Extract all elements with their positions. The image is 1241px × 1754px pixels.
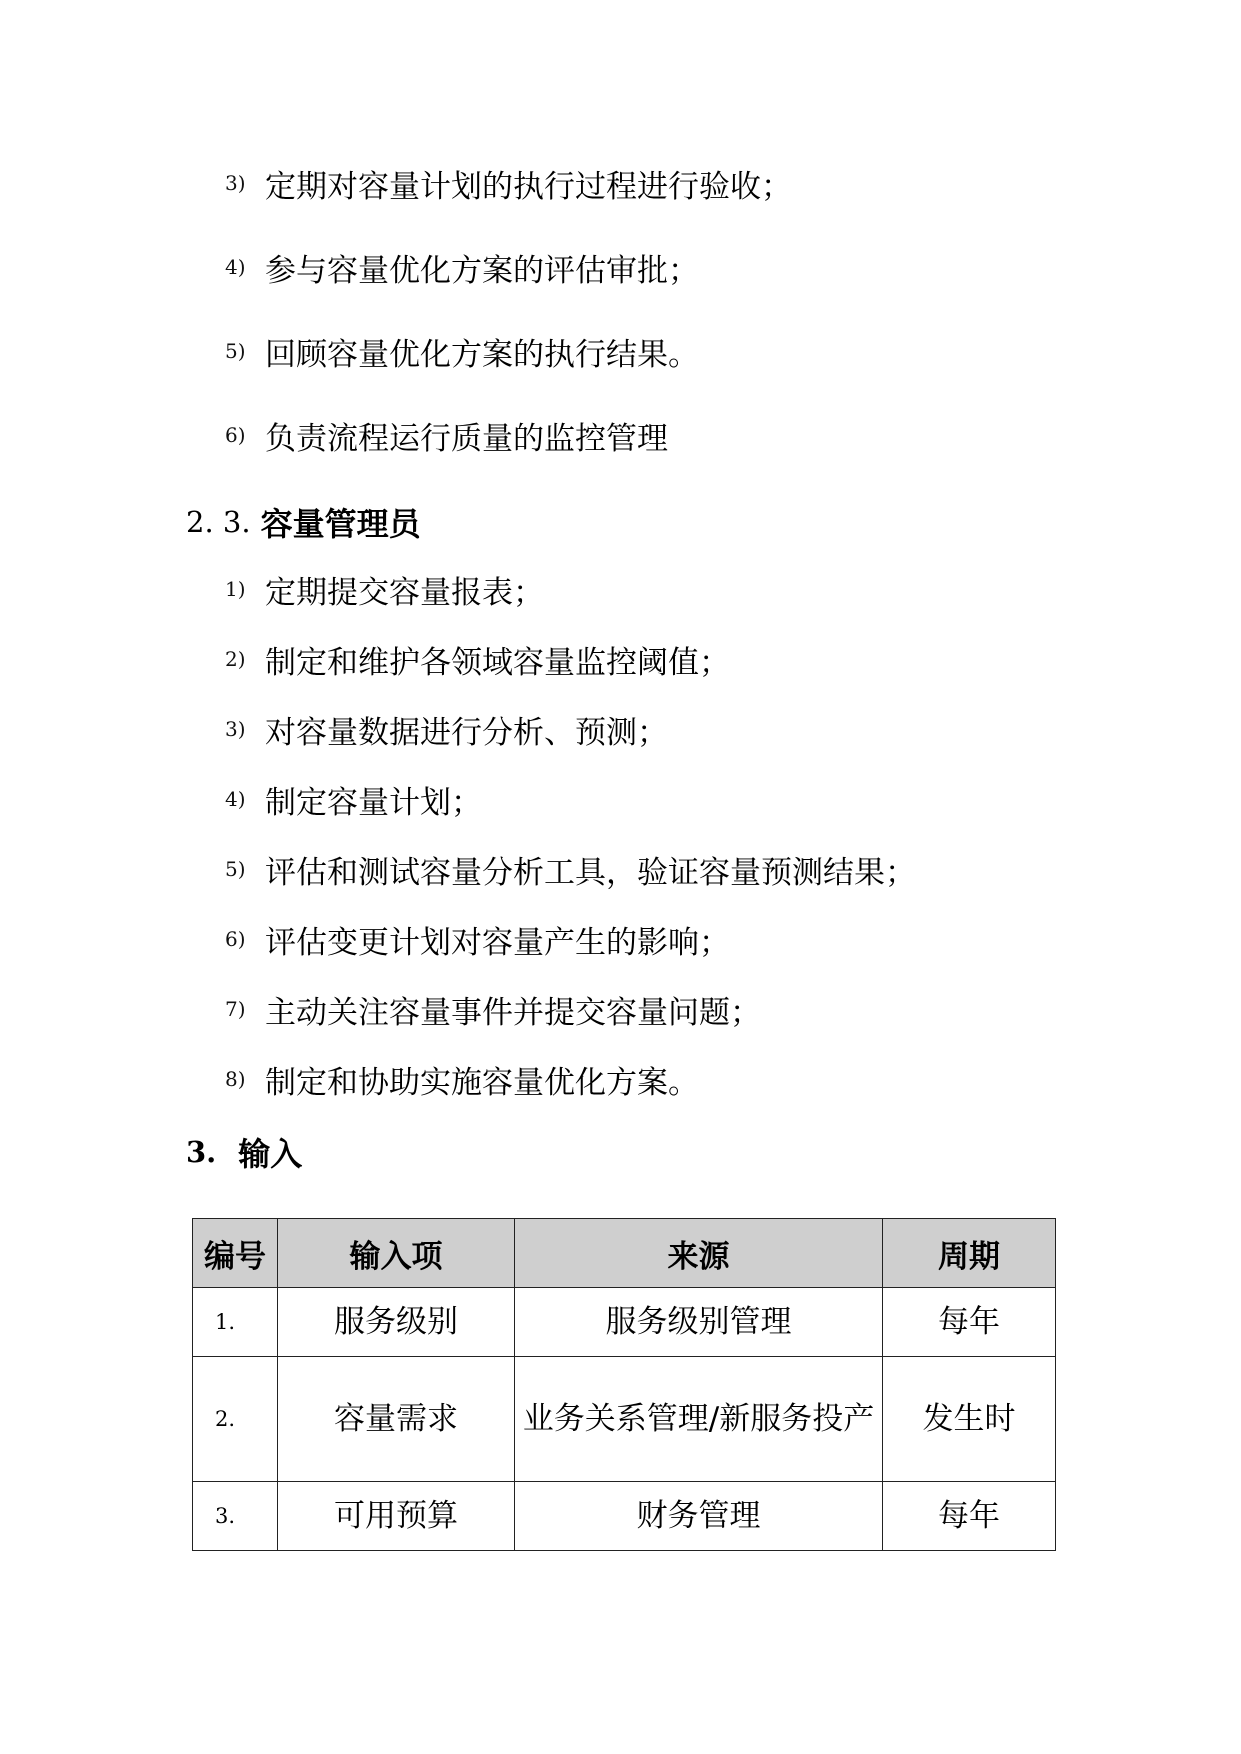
list-item <box>225 567 544 611</box>
section-number: 2. 3. <box>186 505 251 539</box>
cell-source: 服务级别管理 <box>515 1288 883 1357</box>
header-cell-period: 周期 <box>883 1219 1056 1288</box>
list-item <box>225 245 699 289</box>
list-item-number: 8) <box>225 1067 246 1091</box>
list-item <box>225 847 916 891</box>
list-item-text: 对容量数据进行分析、预测； <box>265 714 668 751</box>
list-item-number: 5) <box>225 339 246 363</box>
list-item-text: 负责流程运行质量的监控管理 <box>265 420 668 457</box>
cell-input-item: 服务级别 <box>278 1288 515 1357</box>
header-cell-source: 来源 <box>515 1219 883 1288</box>
list-item-text: 制定和协助实施容量优化方案。 <box>265 1064 699 1101</box>
list-item-number: 3) <box>225 717 246 741</box>
list-item-text: 制定和维护各领域容量监控阈值； <box>265 644 730 681</box>
list-item <box>225 777 482 821</box>
list-item-number: 5) <box>225 857 246 881</box>
list-item <box>225 637 730 681</box>
section-title: 输入 <box>238 1135 303 1173</box>
cell-period: 每年 <box>883 1288 1056 1357</box>
list-item <box>225 161 792 205</box>
list-item-text: 参与容量优化方案的评估审批； <box>265 252 699 289</box>
list-item <box>225 329 699 373</box>
list-item-text: 定期对容量计划的执行过程进行验收； <box>265 168 792 205</box>
table-row <box>193 1357 1056 1482</box>
list-item <box>225 917 730 961</box>
list-item-number: 2) <box>225 647 246 671</box>
list-item-text: 评估和测试容量分析工具，验证容量预测结果； <box>265 854 916 891</box>
table-row <box>193 1482 1056 1551</box>
list-item-number: 4) <box>225 255 246 279</box>
section-title: 容量管理员 <box>260 505 421 543</box>
cell-source: 业务关系管理/新服务投产 <box>515 1357 883 1482</box>
cell-number: 1. <box>193 1288 278 1357</box>
header-cell-input-item: 输入项 <box>278 1219 515 1288</box>
list-item <box>225 413 668 457</box>
cell-period: 发生时 <box>883 1357 1056 1482</box>
list-item-text: 制定容量计划； <box>265 784 482 821</box>
list-item-text: 评估变更计划对容量产生的影响； <box>265 924 730 961</box>
list-item <box>225 1057 699 1101</box>
list-item-number: 6) <box>225 927 246 951</box>
section-heading-3 <box>186 1127 302 1177</box>
list-item-number: 6) <box>225 423 246 447</box>
cell-number: 3. <box>193 1482 278 1551</box>
cell-input-item: 可用预算 <box>278 1482 515 1551</box>
list-item-number: 4) <box>225 787 246 811</box>
cell-source: 财务管理 <box>515 1482 883 1551</box>
list-item <box>225 987 761 1031</box>
list-item-text: 主动关注容量事件并提交容量问题； <box>265 994 761 1031</box>
list-item <box>225 707 668 751</box>
table-row <box>193 1288 1056 1357</box>
table-header-row <box>193 1219 1056 1288</box>
list-item-number: 7) <box>225 997 246 1021</box>
list-item-number: 3) <box>225 171 246 195</box>
section-heading-2-3 <box>186 497 421 547</box>
list-item-number: 1) <box>225 577 246 601</box>
cell-period: 每年 <box>883 1482 1056 1551</box>
input-table <box>192 1218 1056 1551</box>
section-number: 3. <box>186 1135 217 1169</box>
cell-input-item: 容量需求 <box>278 1357 515 1482</box>
header-cell-number: 编号 <box>193 1219 278 1288</box>
list-item-text: 定期提交容量报表； <box>265 574 544 611</box>
list-item-text: 回顾容量优化方案的执行结果。 <box>265 336 699 373</box>
cell-number: 2. <box>193 1357 278 1482</box>
